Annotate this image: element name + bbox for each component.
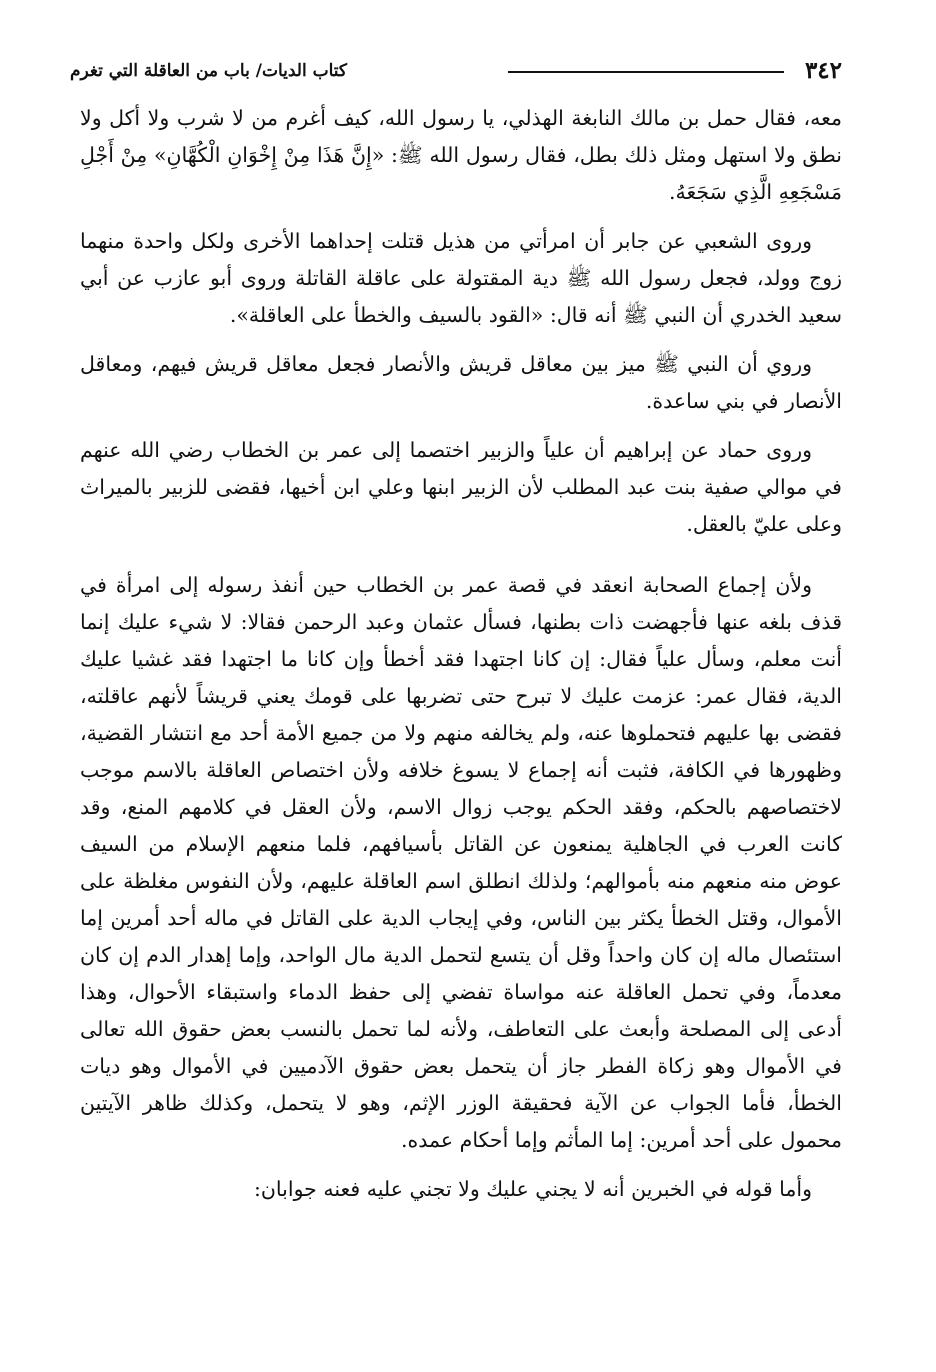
paragraph-continuation: معه، فقال حمل بن مالك النابغة الهذلي، يا رسول الله، كيف أغرم من لا شرب ولا أكل ولا نطق ولا استهل ومثل ذلك بطل، فقال رسول الله ﷺ: «إِنَّ هَذَا مِنْ إِخْوَانِ الْكُهَّانِ» مِنْ أَجْلِ مَسْجَعِهِ الَّذِي سَجَعَهُ.: [80, 106, 842, 204]
paragraph-two-answers: وأما قوله في الخبرين أنه لا يجني عليك ولا تجني عليه فعنه جوابان:: [253, 1177, 812, 1201]
page-header: [70, 56, 842, 90]
running-title: كتاب الديات/ باب من العاقلة التي تغرم: [70, 61, 348, 81]
paragraph-maaqil-narration: وروي أن النبي ﷺ ميز بين معاقل قريش والأنصار فجعل معاقل قريش فيهم، ومعاقل الأنصار في بني ساعدة.: [80, 352, 842, 413]
header-rule: [508, 71, 784, 73]
paragraph-companions-consensus: ولأن إجماع الصحابة انعقد في قصة عمر بن الخطاب حين أنفذ رسوله إلى امرأة في قذف بلغه عنها فأجهضت ذات بطنها، فسأل عثمان وعبد الرحمن فقالا: لا شيء عليك إنما أنت معلم، وسأل علياً فقال: إن كانا اجتهدا فقد أخطأ وإن كانا ما اجتهدا فقد غشيا عليك الدية، فقال عمر: عزمت عليك لا تبرح حتى تضربها على قومك يعني قريشاً لأنهم عاقلته، فقضى بها عليهم فتحملوها عنه، ولم يخالفه منهم ولا من جميع الأمة أحد مع انتشار القضية، وظهورها في الكافة، فثبت أنه إجماع لا يسوغ خلافه ولأن اختصاص العاقلة بالاسم موجب لاختصاصهم بالحكم، وفقد الحكم يوجب زوال الاسم، ولأن العقل في كلامهم المنع، وقد كانت العرب في الجاهلية يمنعون عن القاتل بأسيافهم، فلما منعهم الإسلام من السيف عوض منه منعهم منه بأموالهم؛ ولذلك انطلق اسم العاقلة عليهم، ولأن النفوس مغلظة على الأموال، وقتل الخطأ يكثر بين الناس، وفي إيجاب الدية على القاتل في ماله أحد أمرين إما استئصال ماله إن كان واحداً وقل أن يتسع لتحمل الدية مال الواحد، وإما إهدار الدم إن كان معدماً، وفي تحمل العاقلة عنه مواساة تفضي إلى حفظ الدماء واستبقاء الأحوال، وهذا أدعى إلى المصلحة وأبعث على التعاطف، ولأنه لما تحمل بالنسب بعض حقوق الله تعالى في الأموال وهو زكاة الفطر جاز أن يتحمل بعض حقوق الآدميين في الأموال وهو ديات الخطأ، فأما الجواب عن الآية فحقيقة الوزر الإثم، وهو لا يتحمل، وكذلك ظاهر الآيتين محمول على أحد أمرين: إما المأثم وإما أحكام عمده.: [80, 573, 842, 1152]
page-number: ٣٤٢: [804, 57, 842, 84]
paragraph-shabi-narration: وروى الشعبي عن جابر أن امرأتي من هذيل قتلت إحداهما الأخرى ولكل واحدة منهما زوج وولد، فجعل رسول الله ﷺ دية المقتولة على عاقلة القاتلة وروى أبو عازب عن أبي سعيد الخدري أن النبي ﷺ أنه قال: «القود بالسيف والخطأ على العاقلة».: [80, 229, 842, 327]
page-body: [80, 100, 842, 1220]
paragraph-hammad-narration: وروى حماد عن إبراهيم أن علياً والزبير اختصما إلى عمر بن الخطاب رضي الله عنهم في موالي صفية بنت عبد المطلب لأن الزبير ابنها وعلي ابن أخيها، فقضى للزبير بالميراث وعلى عليّ بالعقل.: [80, 438, 842, 536]
